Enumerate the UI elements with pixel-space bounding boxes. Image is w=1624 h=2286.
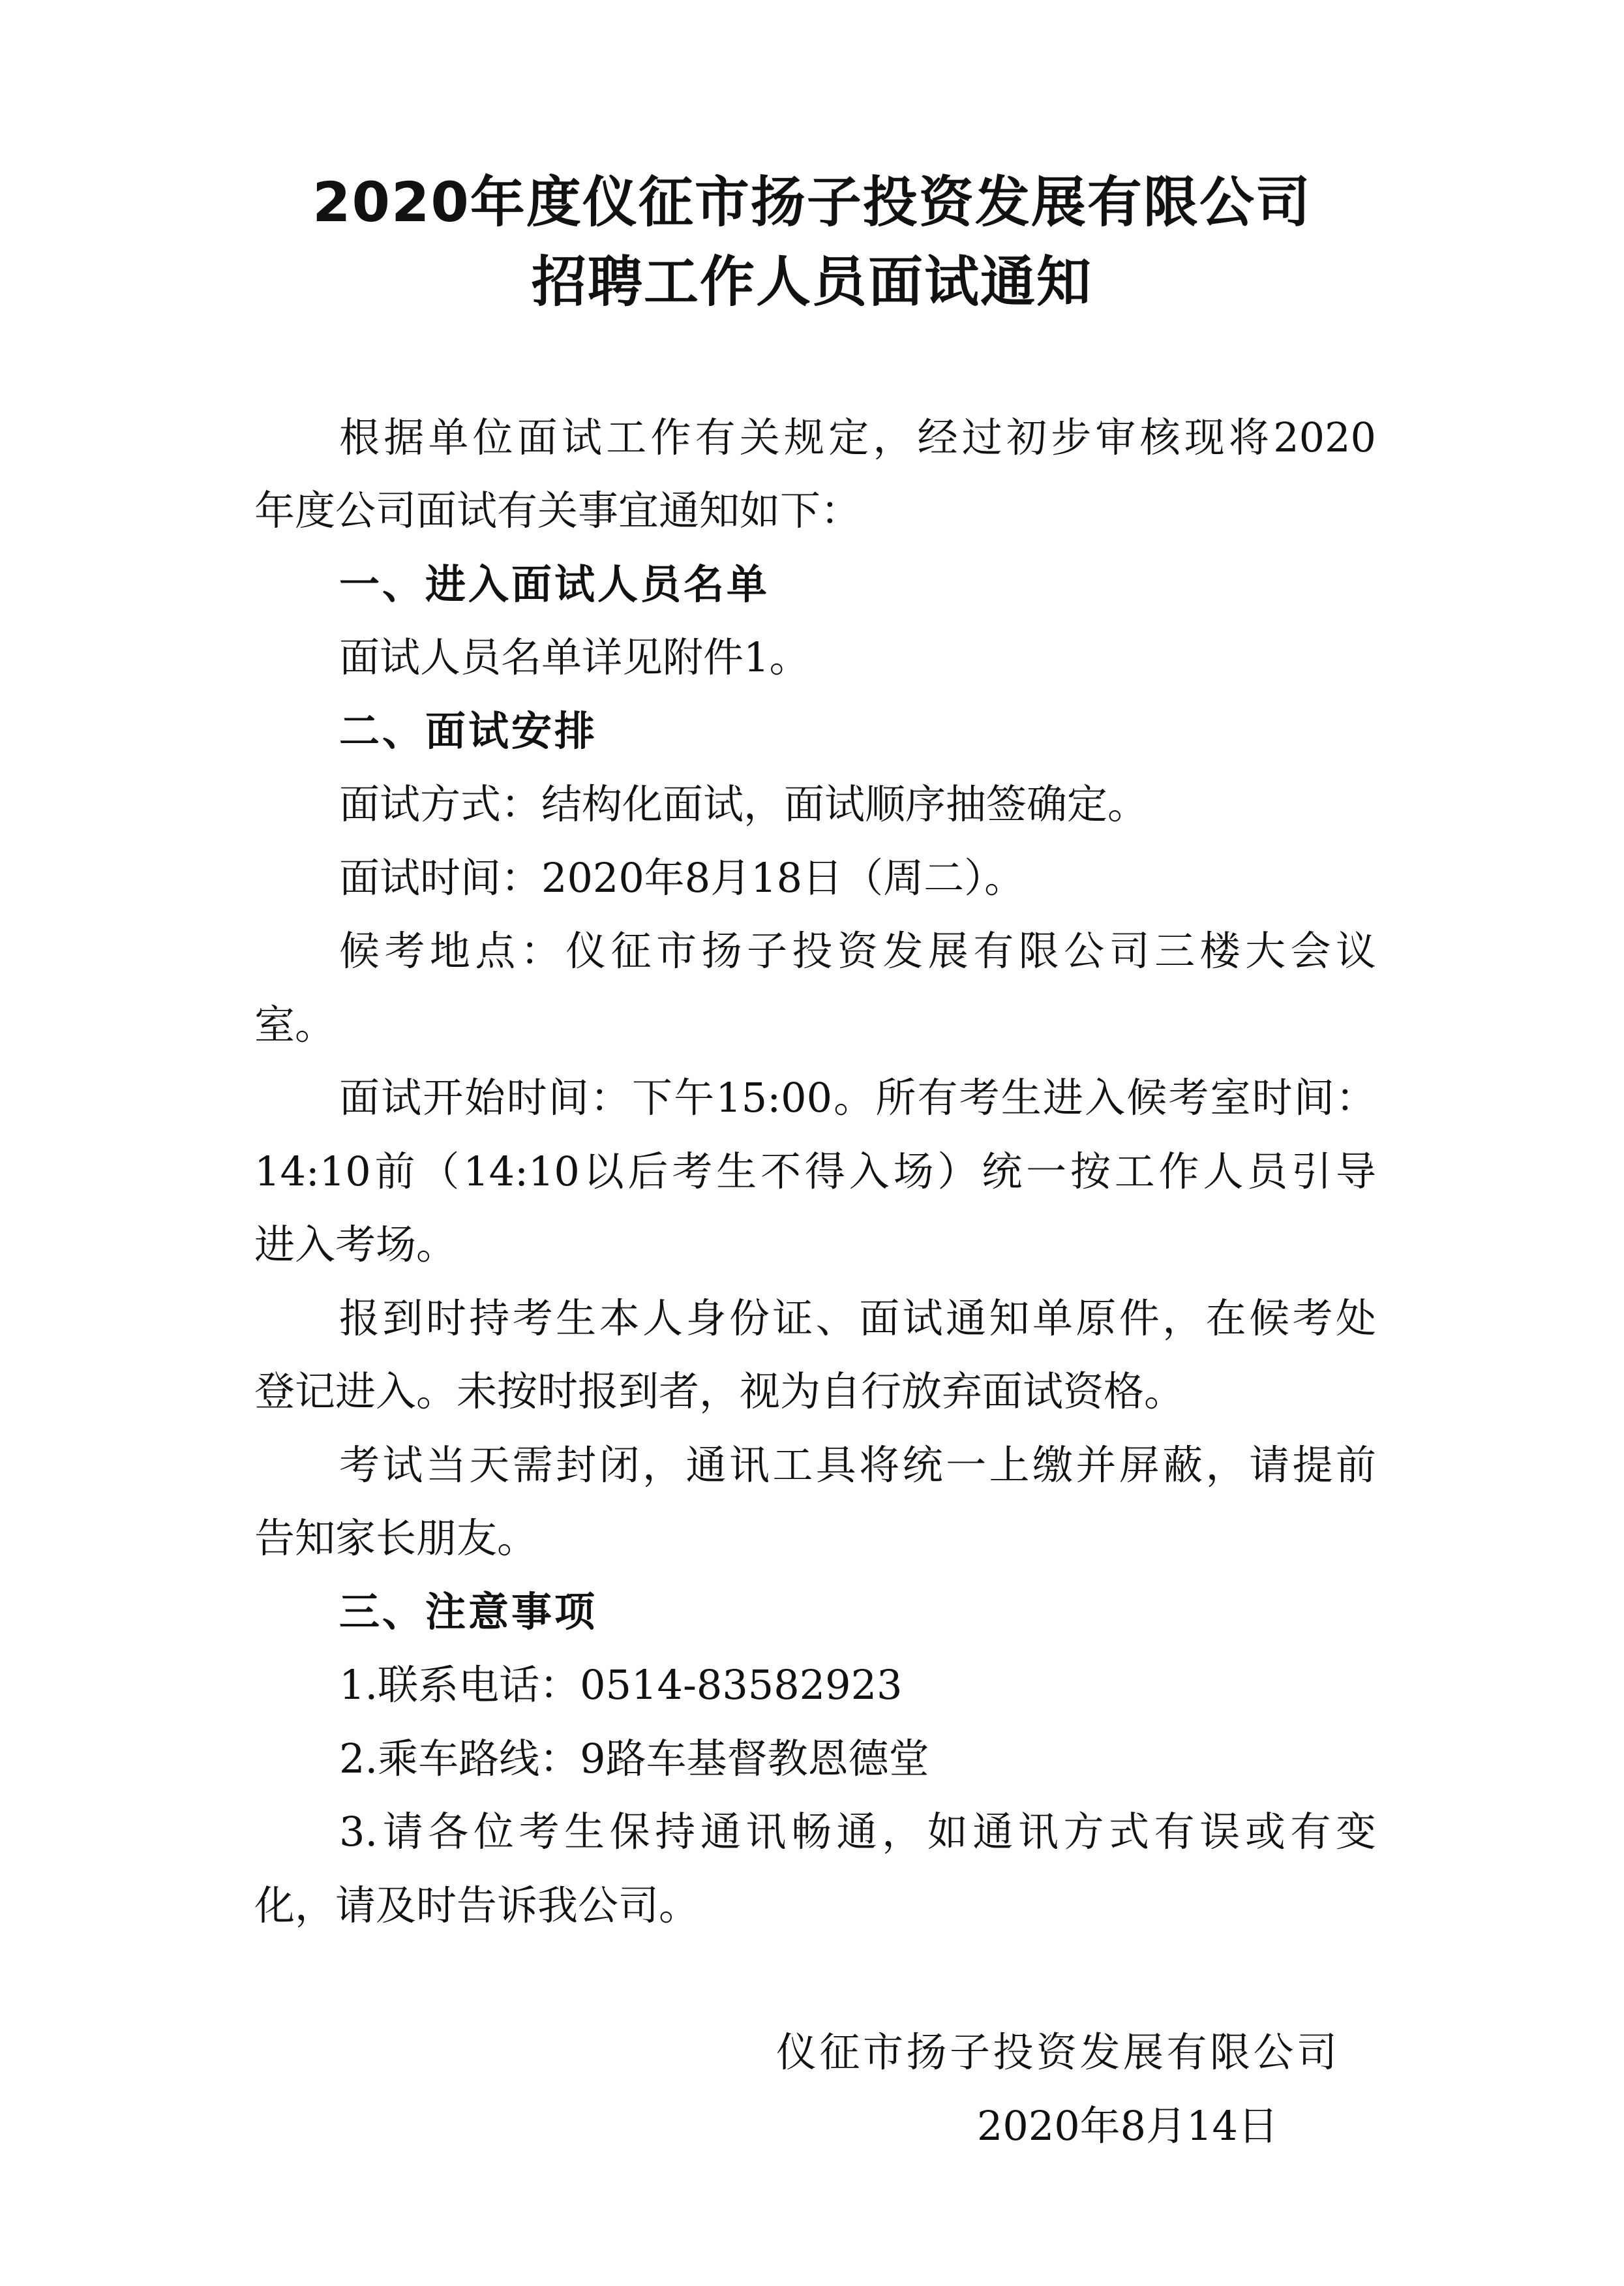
intro-line-2: 年度公司面试有关事宜通知如下： (254, 487, 862, 534)
report-line-1: 报到时持考生本人身份证、面试通知单原件，在候考处 (339, 1294, 1376, 1342)
report-line-2: 登记进入。未按时报到者，视为自行放弃面试资格。 (254, 1367, 1185, 1415)
section-2-heading: 二、面试安排 (339, 707, 598, 755)
notice-item-3-line-2: 化，请及时告诉我公司。 (254, 1882, 700, 1929)
section-1-text: 面试人员名单详见附件1。 (339, 633, 810, 681)
contact-phone: 1.联系电话：0514-83582923 (339, 1661, 903, 1709)
signature-organization: 仪征市扬子投资发展有限公司 (776, 2028, 1337, 2076)
start-time-line-2: 14:10前（14:10以后考生不得入场）统一按工作人员引导 (254, 1148, 1376, 1195)
start-time-line-1: 面试开始时间：下午15:00。所有考生进入候考室时间： (339, 1074, 1376, 1121)
document-title-line-1: 2020年度仪征市扬子投资发展有限公司 (312, 170, 1312, 234)
bus-route: 2.乘车路线：9路车基督教恩德堂 (339, 1735, 929, 1782)
notice-item-3-line-1: 3.请各位考生保持通讯畅通，如通讯方式有误或有变 (339, 1808, 1376, 1855)
signature-date: 2020年8月14日 (976, 2102, 1278, 2150)
waiting-location-line-1: 候考地点：仪征市扬子投资发展有限公司三楼大会议 (339, 927, 1376, 975)
section-3-heading: 三、注意事项 (339, 1588, 598, 1636)
document-title-line-2: 招聘工作人员面试通知 (531, 250, 1092, 314)
start-time-line-3: 进入考场。 (254, 1221, 457, 1268)
interview-time: 面试时间：2020年8月18日（周二）。 (339, 854, 1025, 902)
closed-exam-line-2: 告知家长朋友。 (254, 1514, 538, 1562)
intro-line-1: 根据单位面试工作有关规定，经过初步审核现将2020 (339, 414, 1376, 461)
closed-exam-line-1: 考试当天需封闭，通讯工具将统一上缴并屏蔽，请提前 (339, 1441, 1376, 1489)
interview-method: 面试方式：结构化面试，面试顺序抽签确定。 (339, 780, 1149, 828)
waiting-location-line-2: 室。 (254, 1001, 336, 1048)
section-1-heading: 一、进入面试人员名单 (339, 560, 770, 608)
